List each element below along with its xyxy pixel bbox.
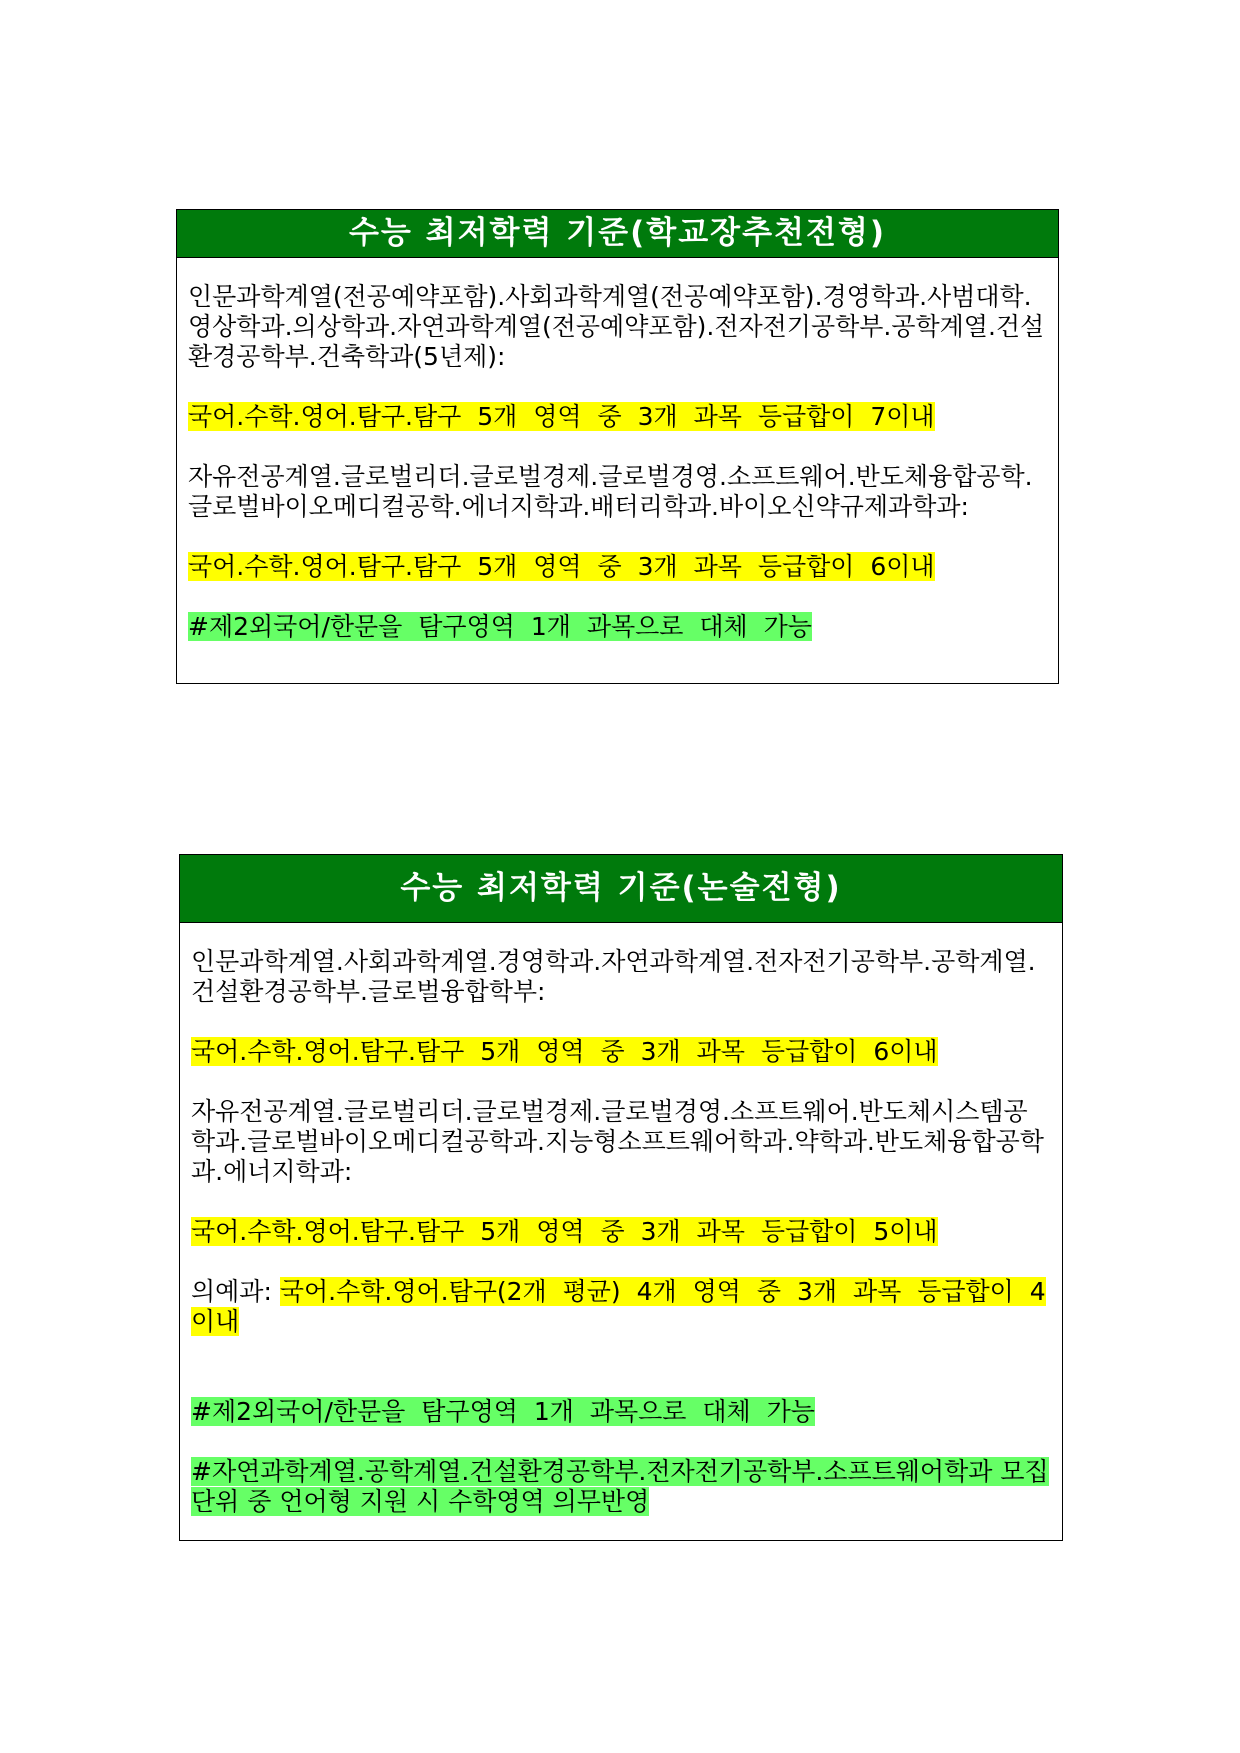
group1-description: 인문과학계열.사회과학계열.경영학과.자연과학계열.전자전기공학부.공학계열.건설환경공학부.글로벌융합학부: [191,947,1036,1006]
group2-description: 자유전공계열.글로벌리더.글로벌경제.글로벌경영.소프트웨어.반도체시스템공학과.글로벌바이오메디컬공학과.지능형소프트웨어학과.약학과.반도체융합공학과.에너지학과: [191,1097,1044,1186]
group2-rule: 국어.수학.영어.탐구.탐구 5개 영역 중 3개 과목 등급합이 6이내 [188,552,935,581]
group1-rule: 국어.수학.영어.탐구.탐구 5개 영역 중 3개 과목 등급합이 7이내 [188,402,935,431]
math-requirement-note: #자연과학계열.공학계열.건설환경공학부.전자전기공학부.소프트웨어학과 모집단위 중 언어형 지원 시 수학영역 의무반영 [191,1457,1049,1516]
box-body [177,282,1058,642]
box-body [180,947,1062,1517]
medical-school-rule [191,1277,1051,1337]
substitution-note: #제2외국어/한문을 탐구영역 1개 과목으로 대체 가능 [188,612,812,641]
medical-rule: 국어.수학.영어.탐구(2개 평균) 4개 영역 중 3개 과목 등급합이 4이내 [191,1277,1046,1336]
substitution-note: #제2외국어/한문을 탐구영역 1개 과목으로 대체 가능 [191,1397,815,1426]
medical-label: 의예과: [191,1277,272,1306]
group1-rule: 국어.수학.영어.탐구.탐구 5개 영역 중 3개 과목 등급합이 6이내 [191,1037,938,1066]
group1-description: 인문과학계열(전공예약포함).사회과학계열(전공예약포함).경영학과.사범대학.영상학과.의상학과.자연과학계열(전공예약포함).전자전기공학부.공학계열.건설환경공학부.건축학과(5년제): [188,282,1045,371]
group2-rule: 국어.수학.영어.탐구.탐구 5개 영역 중 3개 과목 등급합이 5이내 [191,1217,938,1246]
criteria-box-essay [179,854,1063,1541]
box-title: 수능 최저학력 기준(학교장추천전형) [177,210,1058,258]
criteria-box-principal-recommendation [176,209,1059,684]
group2-description: 자유전공계열.글로벌리더.글로벌경제.글로벌경영.소프트웨어.반도체융합공학.글로벌바이오메디컬공학.에너지학과.배터리학과.바이오신약규제과학과: [188,462,1033,521]
box-title: 수능 최저학력 기준(논술전형) [180,855,1062,923]
